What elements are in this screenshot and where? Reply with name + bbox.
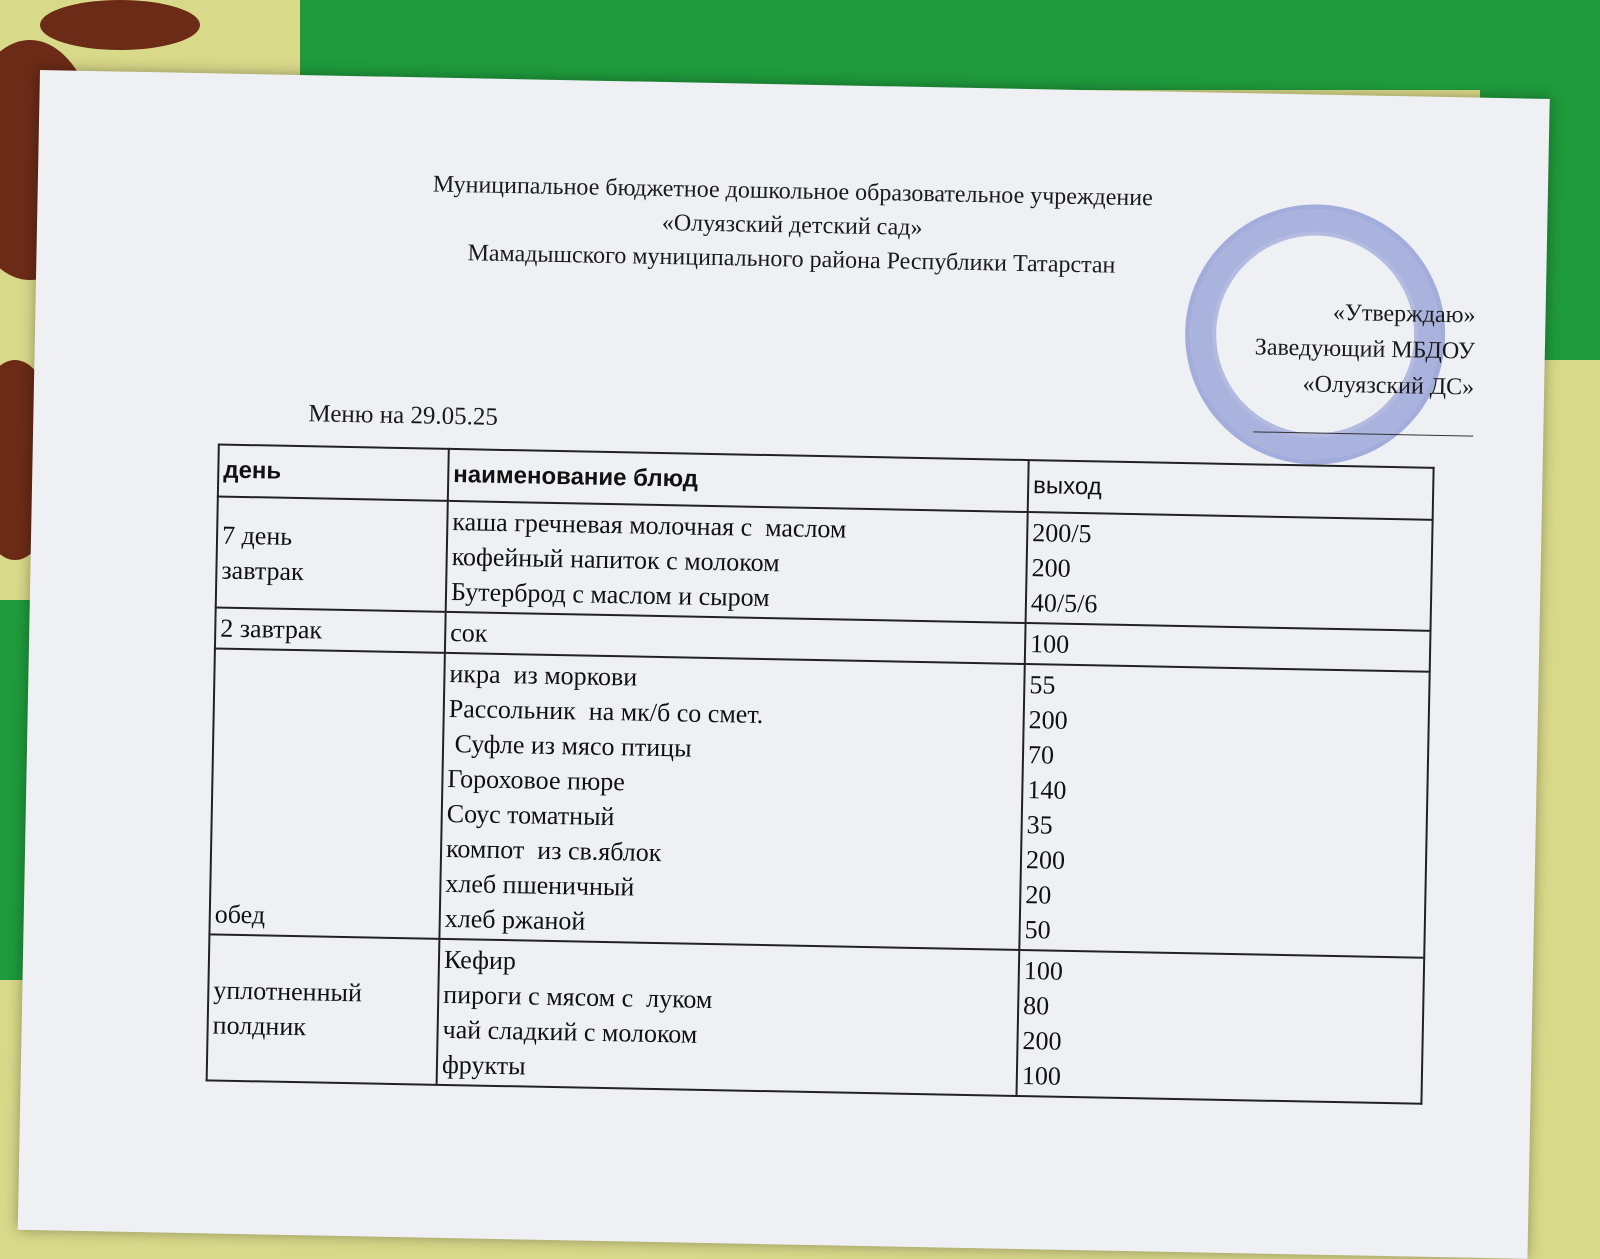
output-value: 200 xyxy=(1025,845,1066,875)
dish-item: Суфле из мясо птицы xyxy=(447,728,692,763)
dish-item: кофейный напиток с молоком xyxy=(451,541,780,578)
menu-table xyxy=(206,443,1435,1104)
meal-cell xyxy=(216,496,448,611)
dish-item: Бутерброд с маслом и сыром xyxy=(450,576,770,613)
dish-item: хлеб ржаной xyxy=(444,903,586,936)
meal-cell xyxy=(209,648,444,938)
menu-table-body xyxy=(207,496,1433,1103)
meal-cell xyxy=(207,934,440,1084)
menu-date-title: Меню на 29.05.25 xyxy=(308,400,499,431)
approval-line-1: «Утверждаю» xyxy=(1332,299,1476,329)
dish-item: Рассольник на мк/б со смет. xyxy=(448,693,764,730)
dish-item: компот из св.яблок xyxy=(445,833,662,868)
dish-item: икра из моркови xyxy=(449,658,638,692)
tablecloth-green-patch xyxy=(300,0,1600,90)
meal-name: уплотненный полдник xyxy=(212,975,363,1042)
output-value: 20 xyxy=(1025,880,1052,910)
meal-name: 2 завтрак xyxy=(220,613,323,645)
output-value: 80 xyxy=(1022,991,1050,1021)
output-value: 55 xyxy=(1029,670,1056,700)
approval-line-3: «Олуязский ДС» xyxy=(1302,371,1475,401)
output-value: 40/5/6 xyxy=(1030,588,1098,619)
dish-item: пироги с мясом с луком xyxy=(443,979,713,1015)
output-value: 100 xyxy=(1023,956,1064,986)
output-cell xyxy=(1026,512,1433,631)
table-row xyxy=(207,934,1425,1103)
dish-item: Кефир xyxy=(443,944,517,976)
menu-sheet xyxy=(18,70,1550,1259)
output-value: 200 xyxy=(1022,1026,1062,1056)
output-value: 35 xyxy=(1026,810,1053,840)
header-output: выход xyxy=(1028,460,1434,520)
output-value: 100 xyxy=(1029,629,1070,659)
institution-line-2: «Олуязский детский сад» xyxy=(661,209,923,241)
dish-cell xyxy=(437,939,1020,1096)
approval-block xyxy=(1254,293,1476,405)
output-value: 50 xyxy=(1024,915,1051,945)
output-value: 200 xyxy=(1028,705,1068,735)
dish-item: сок xyxy=(449,617,488,648)
output-value: 70 xyxy=(1027,740,1055,770)
output-value: 200 xyxy=(1031,553,1071,583)
dish-item: каша гречневая молочная с маслом xyxy=(452,507,847,544)
output-value: 200/5 xyxy=(1032,518,1092,549)
dish-item: хлеб пшеничный xyxy=(445,868,635,902)
output-cell xyxy=(1016,950,1424,1104)
dish-item: чай сладкий с молоком xyxy=(442,1014,698,1049)
meal-name: обед xyxy=(214,899,266,930)
dish-cell xyxy=(446,501,1028,623)
table-row xyxy=(209,648,1429,957)
dish-item: Соус томатный xyxy=(446,798,615,832)
header-day: день xyxy=(218,445,449,501)
institution-line-3: Мамадышского муниципального района Республики Татарстан xyxy=(467,240,1116,279)
output-value: 100 xyxy=(1021,1061,1062,1091)
meal-cell xyxy=(215,607,446,652)
tablecloth-swirl xyxy=(40,0,200,50)
output-cell xyxy=(1019,664,1429,958)
meal-name: 7 день завтрак xyxy=(221,520,305,586)
approval-line-2: Заведующий МБДОУ xyxy=(1254,334,1476,365)
dish-cell xyxy=(439,653,1024,950)
output-value: 140 xyxy=(1027,775,1067,805)
institution-line-1: Муниципальное бюджетное дошкольное образовательное учреждение xyxy=(432,171,1153,212)
dish-item: Гороховое пюре xyxy=(447,763,626,797)
dish-item: фрукты xyxy=(441,1049,526,1081)
header-dish-name: наименование блюд xyxy=(448,449,1029,512)
